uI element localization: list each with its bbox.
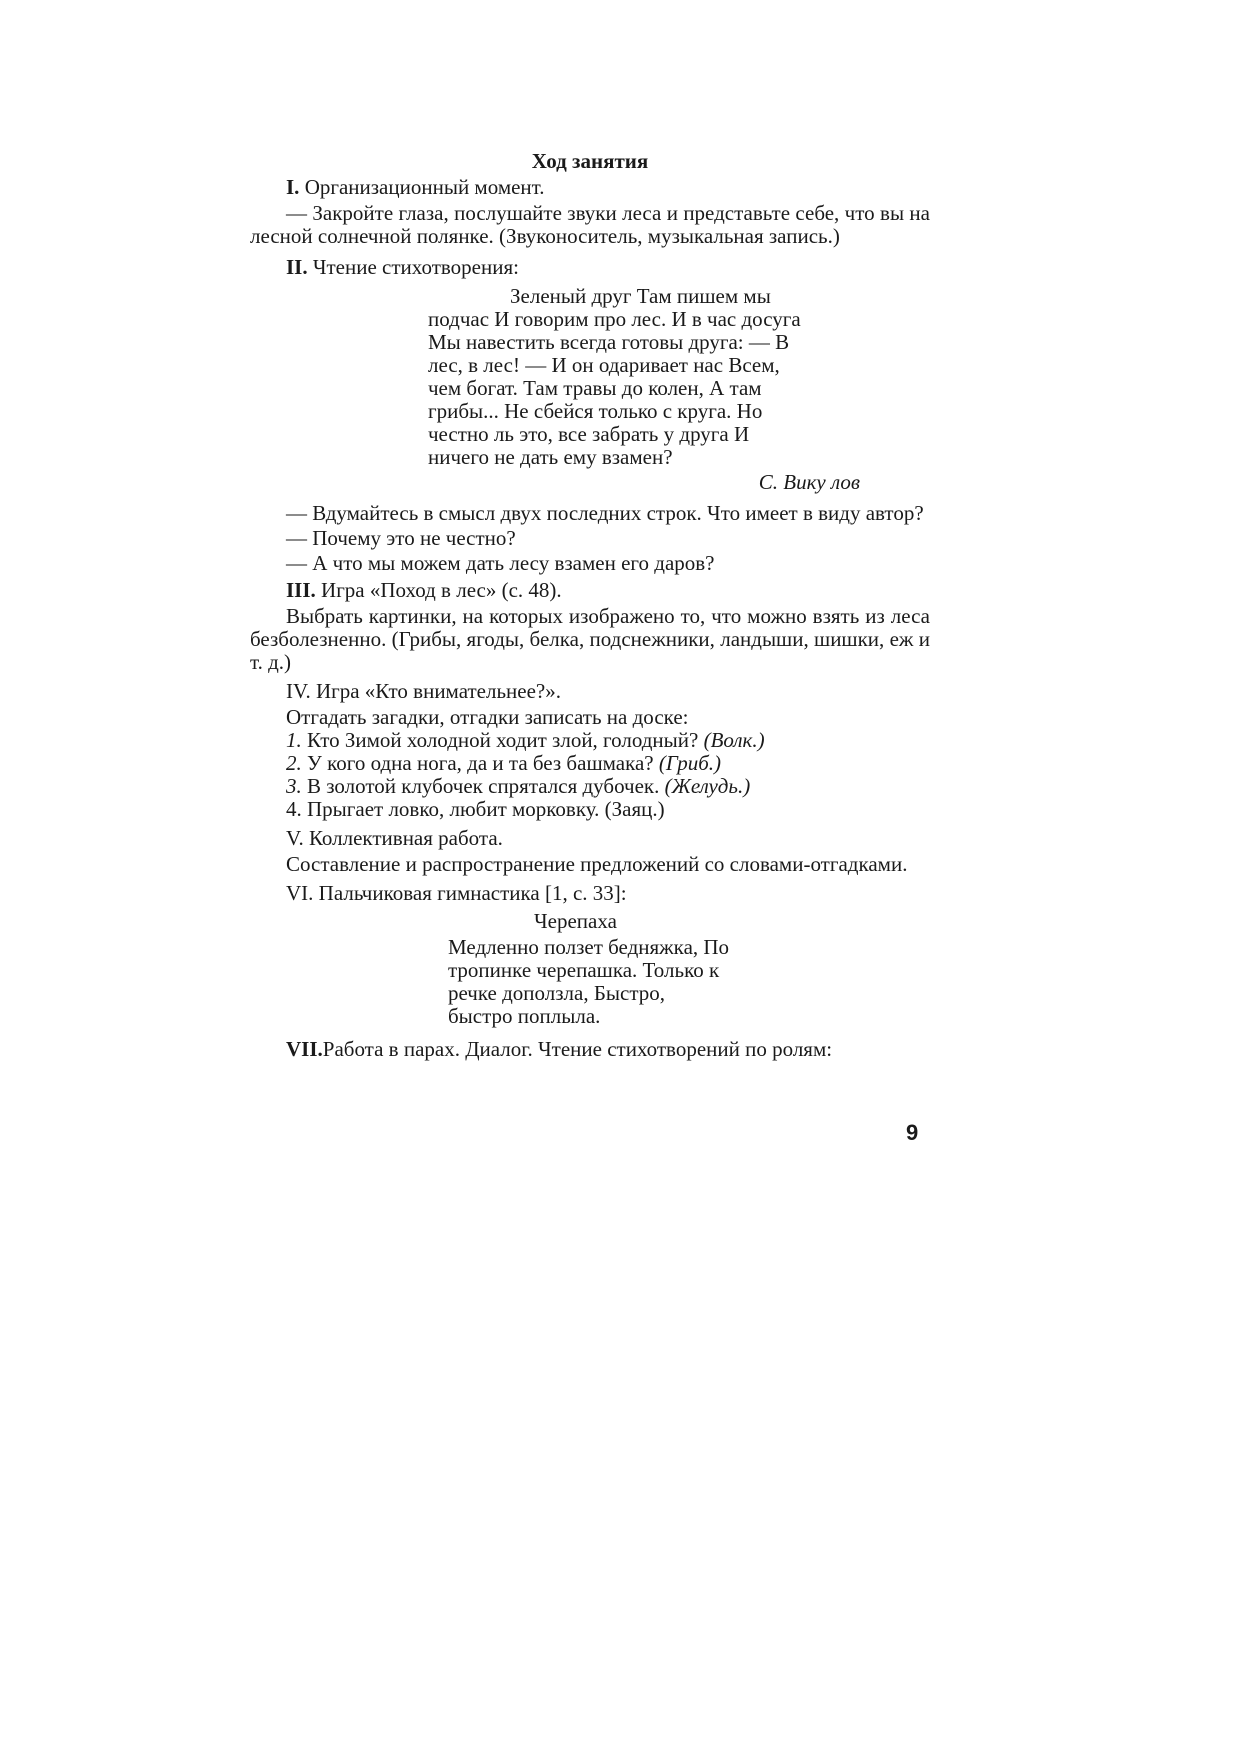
- riddle-number: 4.: [286, 797, 302, 821]
- section-1-number: I.: [286, 175, 300, 199]
- riddle-answer: (Заяц.): [604, 797, 665, 821]
- section-1-title: [250, 176, 930, 199]
- section-4-title: [250, 680, 930, 703]
- poem-line: грибы... Не сбейся только с круга. Но: [428, 399, 763, 423]
- section-4-title-text: Игра «Кто внимательнее?».: [310, 679, 561, 703]
- riddle-item: [250, 775, 930, 798]
- riddle-text: В золотой клубочек спрятался дубочек.: [301, 774, 665, 798]
- poem-line: Зеленый друг Там пишем мы: [510, 284, 771, 308]
- poem-line: лес, в лес! — И он одаривает нас Всем,: [428, 353, 780, 377]
- question-3: — А что мы можем дать лесу взамен его даров?: [286, 551, 715, 575]
- section-6-title: [250, 882, 930, 905]
- section-2-title-text: Чтение стихотворения:: [307, 255, 519, 279]
- section-1-title-text: Организационный момент.: [299, 175, 545, 199]
- riddle-number: 1.: [286, 728, 302, 752]
- riddle-item: [250, 752, 930, 775]
- section-4-paragraph: Отгадать загадки, отгадки записать на доске:: [286, 705, 689, 729]
- section-2-title: [250, 256, 930, 279]
- page-number: 9: [906, 1120, 919, 1145]
- riddle-answer: (Гриб.): [658, 751, 722, 775]
- section-7-title: [250, 1038, 930, 1061]
- section-4-number: IV.: [286, 679, 311, 703]
- section-6-title-text: Пальчиковая гимнастика [1, с. 33]:: [313, 881, 627, 905]
- section-6-number: VI.: [286, 881, 314, 905]
- document-page: [250, 150, 930, 1064]
- section-1-paragraph: — Закройте глаза, послушайте звуки леса и представьте себе, что вы на лесной солнечной полянке. (Звуконоситель, музыкальная запись.): [250, 201, 930, 248]
- section-7-title-text: Работа в парах. Диалог. Чтение стихотворений по ролям:: [322, 1037, 833, 1061]
- poem-line: ничего не дать ему взамен?: [428, 445, 673, 469]
- section-7-number: VII.: [286, 1037, 323, 1061]
- section-2-number: II.: [286, 255, 308, 279]
- section-5-title: [250, 827, 930, 850]
- poem-line: Мы навестить всегда готовы друга: — В: [428, 330, 790, 354]
- riddle-number: 3.: [286, 774, 302, 798]
- poem-line: подчас И говорим про лес. И в час досуга: [428, 307, 801, 331]
- section-5-number: V.: [286, 826, 304, 850]
- poem-line: чем богат. Там травы до колен, А там: [428, 376, 762, 400]
- riddle-answer: (Волк.): [703, 728, 765, 752]
- section-3-title: [250, 579, 930, 602]
- poem-line: речке доползла, Быстро,: [448, 981, 666, 1005]
- section-3-number: III.: [286, 578, 316, 602]
- question-2: — Почему это не честно?: [286, 526, 516, 550]
- riddle-item: [250, 729, 930, 752]
- riddle-number: 2.: [286, 751, 302, 775]
- poem-line: Медленно ползет бедняжка, По: [448, 935, 730, 959]
- poem-line: быстро поплыла.: [448, 1004, 601, 1028]
- riddle-item: [250, 798, 930, 821]
- riddle-answer: (Желудь.): [664, 774, 751, 798]
- question-1: — Вдумайтесь в смысл двух последних строк. Что имеет в виду автор?: [286, 501, 924, 525]
- riddle-text: Кто Зимой холодной ходит злой, голодный?: [301, 728, 704, 752]
- poem-line: честно ль это, все забрать у друга И: [428, 422, 750, 446]
- section-3-title-text: Игра «Поход в лес» (с. 48).: [315, 578, 562, 602]
- riddle-text: У кого одна нога, да и та без башмака?: [301, 751, 659, 775]
- section-5-title-text: Коллективная работа.: [303, 826, 503, 850]
- poem-green-friend: [428, 285, 808, 469]
- section-3-paragraph: Выбрать картинки, на которых изображено то, что можно взять из леса безболезненно. (Грибы, ягоды, белка, подснежники, ландыши, шишки, еж и т. д.): [250, 604, 930, 674]
- poem-line: тропинке черепашка. Только к: [448, 958, 720, 982]
- section-5-paragraph: Составление и распространение предложений со словами-отгадками.: [286, 852, 908, 876]
- page-heading: Ход занятия: [531, 149, 649, 173]
- poem-turtle: [448, 910, 768, 1028]
- poem-author: С. Вику лов: [758, 470, 860, 494]
- poem-title: Черепаха: [534, 909, 617, 933]
- riddle-text: Прыгает ловко, любит морковку.: [301, 797, 605, 821]
